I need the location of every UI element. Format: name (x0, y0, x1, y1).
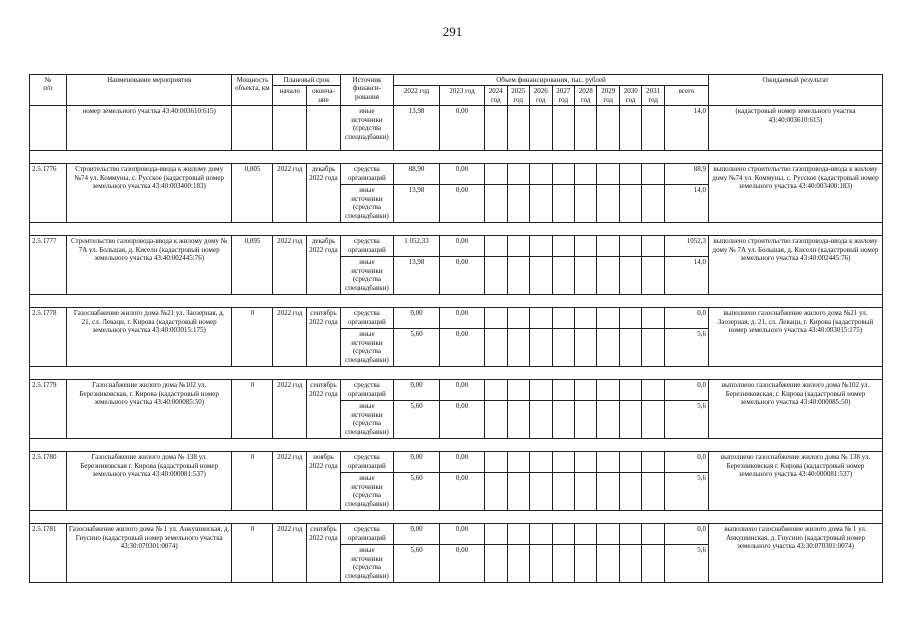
value-empty (642, 545, 664, 583)
value-empty (530, 164, 552, 185)
value-empty (642, 185, 664, 223)
header-start: начало (273, 86, 307, 106)
value-empty (574, 236, 596, 257)
value-empty (597, 164, 619, 185)
row-spacer (30, 295, 883, 308)
value-total: 1052,3 (664, 236, 708, 257)
value-empty (485, 524, 507, 545)
end-term: сентябрь 2022 года (307, 524, 341, 583)
value-empty (642, 380, 664, 401)
table-row (30, 164, 883, 185)
capacity-value: 0,095 (232, 236, 273, 295)
measure-name: Газоснабжение жилого дома № 138 ул. Березниковская г. Кирова (кадастровый номер земельного участка 43:40:000081:537) (66, 452, 232, 511)
value-empty (619, 257, 641, 295)
value-total: 0,0 (664, 452, 708, 473)
value-empty (530, 452, 552, 473)
header-year: 2024 год (485, 86, 507, 106)
value-2023: 0,00 (440, 257, 485, 295)
value-empty (485, 164, 507, 185)
value-empty (485, 401, 507, 439)
value-2023: 0,00 (440, 473, 485, 511)
value-2022: 5,60 (394, 545, 440, 583)
header-year: 2025 год (507, 86, 529, 106)
value-empty (552, 473, 574, 511)
value-empty (552, 452, 574, 473)
start-term: 2022 год (273, 236, 307, 295)
value-empty (619, 308, 641, 329)
header-year: 2028 год (574, 86, 596, 106)
value-2023: 0,00 (440, 380, 485, 401)
expected-result: выполнено строительство газопровода-ввода к жилому дому №74 ул. Коммуны, с. Русское (кадастровый номер земельного участка 43:40:003400:183) (708, 164, 882, 223)
value-empty (552, 164, 574, 185)
value-total: 14,0 (664, 185, 708, 223)
row-number: 2.5.1779 (30, 380, 67, 439)
expected-result: выполнено газоснабжение жилого дома № 138 ул. Березниковская г. Кирова (кадастровый номер земельного участка 43:40:000081:537) (708, 452, 882, 511)
table-header (30, 75, 883, 106)
expected-result: (кадастровый номер земельного участка 43:40:003610:615) (708, 106, 882, 151)
row-number: 2.5.1776 (30, 164, 67, 223)
funding-source: иные источники (средства спецнадбавки) (340, 106, 393, 151)
value-total: 0,0 (664, 524, 708, 545)
funding-source: средства организаций (340, 380, 393, 401)
value-empty (642, 524, 664, 545)
value-2022: 0,00 (394, 524, 440, 545)
value-total: 14,0 (664, 106, 708, 151)
value-empty (619, 545, 641, 583)
value-empty (485, 185, 507, 223)
funding-source: иные источники (средства спецнадбавки) (340, 401, 393, 439)
value-empty (552, 380, 574, 401)
value-empty (530, 473, 552, 511)
header-name: Наименование мероприятия (66, 75, 232, 106)
value-empty (507, 257, 529, 295)
value-empty (507, 308, 529, 329)
value-empty (597, 401, 619, 439)
value-empty (530, 308, 552, 329)
value-empty (619, 380, 641, 401)
value-2023: 0,00 (440, 164, 485, 185)
funding-source: средства организаций (340, 308, 393, 329)
value-total: 5,6 (664, 329, 708, 367)
header-year: 2022 год (394, 86, 440, 106)
value-empty (552, 545, 574, 583)
value-empty (574, 473, 596, 511)
row-number: 2.5.1777 (30, 236, 67, 295)
measure-name: Газоснабжение жилого дома № 1 ул. Анкушинская, д. Гнусино (кадастровый номер земельного участка 43:30:070301:0074) (66, 524, 232, 583)
value-empty (574, 185, 596, 223)
value-empty (485, 308, 507, 329)
end-term: сентябрь 2022 года (307, 308, 341, 367)
value-empty (485, 329, 507, 367)
value-empty (507, 380, 529, 401)
end-term: декабрь 2022 года (307, 236, 341, 295)
measure-name: Газоснабжение жилого дома №21 ул. Заозерная, д. 21, сл. Левацн, г. Кирова (кадастровый номер земельного участка 43:40:003015:175) (66, 308, 232, 367)
measure-name: номер земельного участка 43:40:003610:615) (66, 106, 232, 151)
header-year: 2029 год (597, 86, 619, 106)
value-2023: 0,00 (440, 452, 485, 473)
value-2022: 0,00 (394, 308, 440, 329)
value-2023: 0,00 (440, 185, 485, 223)
value-total: 88,9 (664, 164, 708, 185)
funding-source: иные источники (средства спецнадбавки) (340, 545, 393, 583)
value-2022: 13,98 (394, 257, 440, 295)
capacity-value: 0 (232, 380, 273, 439)
value-2022: 5,60 (394, 401, 440, 439)
header-year: 2026 год (530, 86, 552, 106)
funding-source: средства организаций (340, 524, 393, 545)
value-empty (597, 452, 619, 473)
start-term: 2022 год (273, 380, 307, 439)
value-2022: 0,00 (394, 380, 440, 401)
value-empty (574, 308, 596, 329)
value-empty (574, 401, 596, 439)
value-empty (597, 380, 619, 401)
value-2022: 5,60 (394, 473, 440, 511)
row-spacer (30, 367, 883, 380)
header-year: 2030 год (619, 86, 641, 106)
funding-table (29, 74, 883, 583)
table-row (30, 452, 883, 473)
value-empty (574, 452, 596, 473)
table-row (30, 236, 883, 257)
value-empty (619, 185, 641, 223)
value-empty (552, 329, 574, 367)
value-empty (530, 401, 552, 439)
value-empty (507, 545, 529, 583)
value-empty (552, 257, 574, 295)
value-empty (619, 452, 641, 473)
funding-source: средства организаций (340, 452, 393, 473)
value-empty (530, 545, 552, 583)
value-empty (485, 473, 507, 511)
value-empty (597, 257, 619, 295)
row-spacer (30, 439, 883, 452)
table-row (30, 106, 883, 151)
value-empty (507, 329, 529, 367)
value-empty (619, 236, 641, 257)
value-empty (507, 236, 529, 257)
end-term: ноябрь 2022 года (307, 452, 341, 511)
value-empty (597, 524, 619, 545)
measure-name: Газоснабжение жилого дома №102 ул. Березниковская, г. Кирова (кадастровый номер земельного участка 43:40:000085:50) (66, 380, 232, 439)
value-empty (507, 452, 529, 473)
row-spacer (30, 223, 883, 236)
value-empty (597, 185, 619, 223)
row-spacer (30, 511, 883, 524)
start-term: 2022 год (273, 452, 307, 511)
value-empty (530, 236, 552, 257)
value-empty (574, 524, 596, 545)
value-empty (597, 545, 619, 583)
value-2023: 0,00 (440, 524, 485, 545)
funding-source: иные источники (средства спецнадбавки) (340, 185, 393, 223)
page-number: 291 (442, 24, 463, 39)
value-empty (642, 236, 664, 257)
value-total: 5,6 (664, 473, 708, 511)
header-funding: Объем финансирования, тыс. рублей (394, 75, 709, 86)
value-empty (552, 401, 574, 439)
table-row (30, 308, 883, 329)
end-term: сентябрь 2022 года (307, 380, 341, 439)
row-number: 2.5.1781 (30, 524, 67, 583)
header-year: 2027 год (552, 86, 574, 106)
value-total: 14,0 (664, 257, 708, 295)
value-empty (485, 545, 507, 583)
value-empty (597, 329, 619, 367)
header-result: Ожидаемый результат (708, 75, 882, 106)
value-empty (552, 308, 574, 329)
capacity-value: 0 (232, 524, 273, 583)
measure-name: Строительство газопровода-ввода к жилому дому № 7А ул. Большая, д. Киселн (кадастровый номер земельного участка 43:40:002445:76) (66, 236, 232, 295)
row-number: 2.5.1778 (30, 308, 67, 367)
expected-result: выполнено газоснабжение жилого дома № 1 ул. Анкушинская, д. Гнусино (кадастровый номер земельного участка 43:30:070301:0074) (708, 524, 882, 583)
value-empty (642, 308, 664, 329)
value-2023: 0,00 (440, 308, 485, 329)
value-empty (642, 401, 664, 439)
value-empty (597, 473, 619, 511)
value-empty (574, 329, 596, 367)
header-capacity: Мощность объекта, км (232, 75, 273, 106)
value-2022: 88,90 (394, 164, 440, 185)
value-2022: 5,60 (394, 329, 440, 367)
funding-source: иные источники (средства спецнадбавки) (340, 473, 393, 511)
value-empty (530, 257, 552, 295)
expected-result: выполнено газоснабжение жилого дома №21 ул. Заозерная, д. 21, сл. Левацн, г. Кирова (кадастровый номер земельного участка 43:40:003015:175) (708, 308, 882, 367)
value-empty (530, 329, 552, 367)
value-empty (485, 257, 507, 295)
funding-source: иные источники (средства спецнадбавки) (340, 329, 393, 367)
value-empty (642, 452, 664, 473)
value-empty (552, 236, 574, 257)
measure-name: Строительство газопровода-ввода к жилому дому №74 ул. Коммуны, с. Русское (кадастровый номер земельного участка 43:40:003400:183) (66, 164, 232, 223)
value-empty (642, 473, 664, 511)
value-2022: 13,98 (394, 106, 440, 151)
value-2022: 13,98 (394, 185, 440, 223)
value-2023: 0,00 (440, 329, 485, 367)
table-row (30, 380, 883, 401)
capacity-value: 0,005 (232, 164, 273, 223)
value-empty (619, 164, 641, 185)
value-empty (574, 380, 596, 401)
header-year: 2031 год (642, 86, 664, 106)
value-2023: 0,00 (440, 236, 485, 257)
value-empty (619, 473, 641, 511)
value-2022: 0,00 (394, 452, 440, 473)
value-empty (552, 524, 574, 545)
header-plan-term: Плановый срок (273, 75, 340, 86)
value-empty (485, 236, 507, 257)
start-term: 2022 год (273, 524, 307, 583)
value-empty (619, 524, 641, 545)
value-2023: 0,00 (440, 106, 485, 151)
value-empty (642, 164, 664, 185)
value-empty (507, 473, 529, 511)
value-empty (552, 185, 574, 223)
value-total: 5,6 (664, 401, 708, 439)
value-empty (507, 185, 529, 223)
value-empty (619, 329, 641, 367)
table-row (30, 524, 883, 545)
value-empty (507, 524, 529, 545)
value-empty (507, 164, 529, 185)
value-empty (507, 401, 529, 439)
value-empty (597, 236, 619, 257)
value-empty (574, 545, 596, 583)
value-empty (530, 185, 552, 223)
funding-source: средства организаций (340, 236, 393, 257)
header-year: 2023 год (440, 86, 485, 106)
header-total: всего (664, 86, 708, 106)
value-empty (619, 401, 641, 439)
expected-result: выполнено газоснабжение жилого дома №102 ул. Березниковская, г. Кирова (кадастровый номер земельного участка 43:40:000085:50) (708, 380, 882, 439)
header-end: оконча-ние (307, 86, 341, 106)
table-body (30, 106, 883, 583)
value-empty (485, 380, 507, 401)
value-2023: 0,00 (440, 545, 485, 583)
end-term: декабрь 2022 года (307, 164, 341, 223)
value-total: 5,6 (664, 545, 708, 583)
header-num: № п/п (30, 75, 67, 106)
value-empty (574, 164, 596, 185)
value-total: 0,0 (664, 380, 708, 401)
value-2023: 0,00 (440, 401, 485, 439)
row-number: 2.5.1780 (30, 452, 67, 511)
expected-result: выполнено строительство газопровода-ввода к жилому дому № 7А ул. Большая, д. Киселн (кадастровый номер земельного участка 43:40:002445:76) (708, 236, 882, 295)
start-term: 2022 год (273, 308, 307, 367)
capacity-value: 0 (232, 452, 273, 511)
funding-source: средства организаций (340, 164, 393, 185)
header-source: Источник финанси-рования (340, 75, 393, 106)
value-empty (530, 524, 552, 545)
value-empty (642, 329, 664, 367)
funding-source: иные источники (средства спецнадбавки) (340, 257, 393, 295)
value-2022: 1 052,33 (394, 236, 440, 257)
value-empty (642, 257, 664, 295)
value-total: 0,0 (664, 308, 708, 329)
capacity-value: 0 (232, 308, 273, 367)
value-empty (485, 452, 507, 473)
value-empty (574, 257, 596, 295)
value-empty (597, 308, 619, 329)
row-spacer (30, 151, 883, 164)
value-empty (530, 380, 552, 401)
start-term: 2022 год (273, 164, 307, 223)
